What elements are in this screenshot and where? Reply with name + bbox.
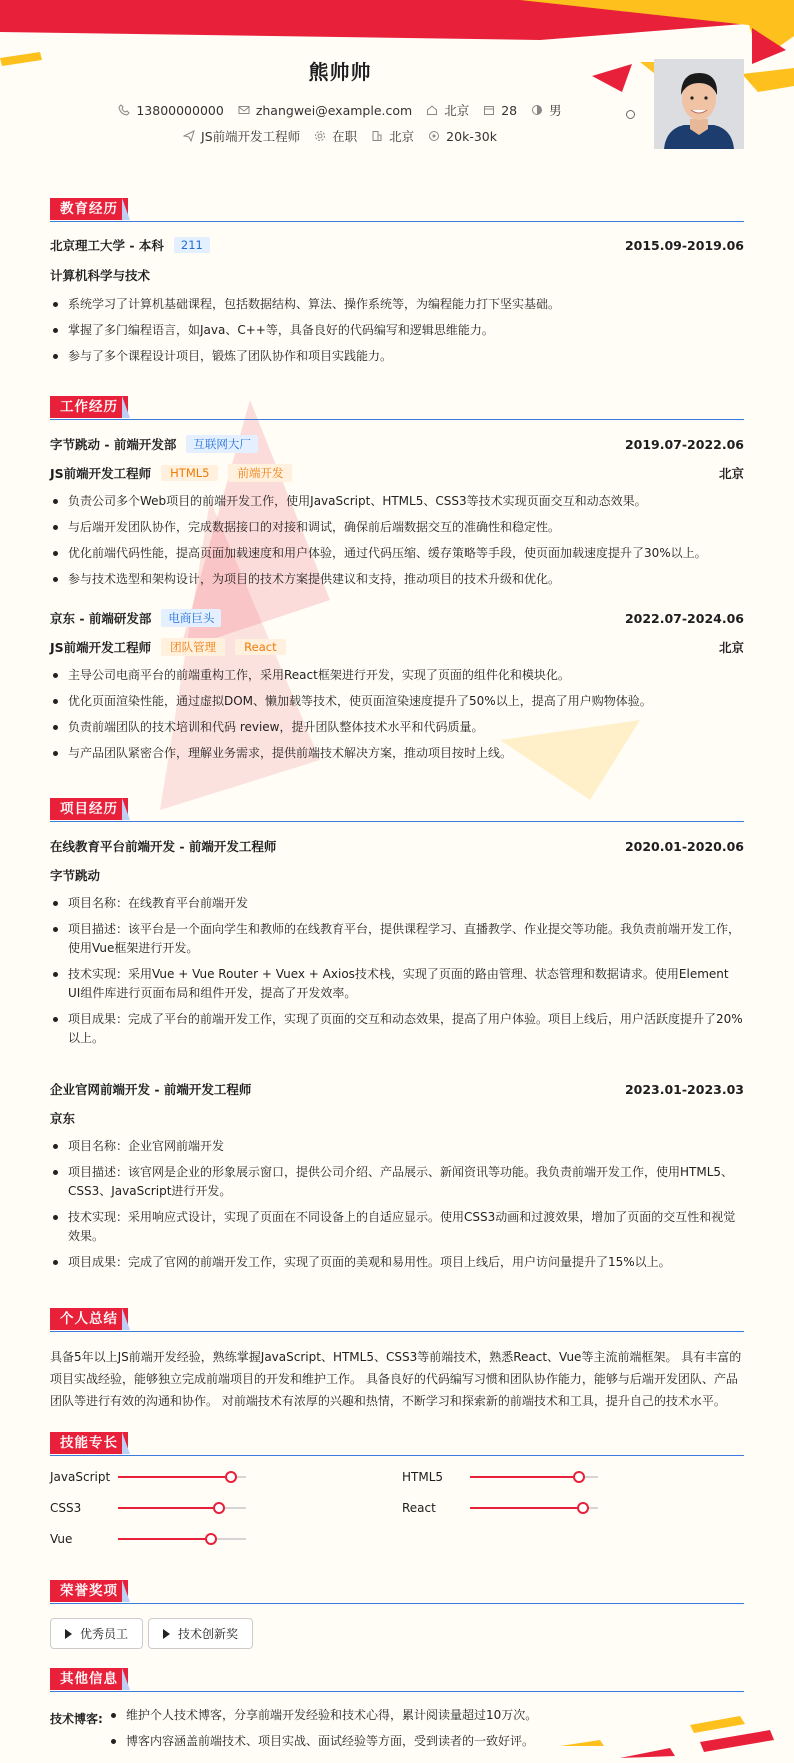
contact-row-1 [0,101,680,119]
school-name: 北京理工大学 - 本科 [50,238,164,253]
project-name: 企业官网前端开发 - 前端开发工程师 [50,1082,252,1097]
job-city: 北京 [718,640,744,655]
skill-knob [577,1502,589,1514]
list-item: 项目名称：在线教育平台前端开发 [50,894,744,913]
skill-fill [118,1476,231,1478]
section-divider [50,1691,744,1692]
skill-knob [205,1533,217,1545]
list-item: 参与技术选型和架构设计，为项目的技术方案提供建议和支持，推动项目的技术升级和优化。 [50,570,744,589]
section-divider [50,419,744,420]
list-item: 主导公司电商平台的前端重构工作，采用React框架进行开发，实现了页面的组件化和模块化。 [50,666,744,685]
decor-ring [626,110,635,119]
other-header [50,1668,744,1692]
education-section [50,198,744,368]
company-name: 京东 - 前端研发部 [50,611,152,626]
work-header [50,396,744,420]
list-item: 技术实现：采用响应式设计，实现了页面在不同设备上的自适应显示。使用CSS3动画和过渡效果，增加了页面的交互性和视觉效果。 [50,1208,744,1246]
education-date: 2015.09-2019.06 [624,237,744,253]
section-divider [50,1455,744,1456]
project-title-row [50,1080,744,1098]
education-bullets [50,295,744,373]
skill-knob [225,1471,237,1483]
salary-icon [428,130,440,142]
job-role: JS前端开发工程师 [50,640,152,655]
list-item: 系统学习了计算机基础课程，包括数据结构、算法、操作系统等，为编程能力打下坚实基础。 [50,295,744,314]
section-title: 项目经历 [50,798,128,820]
list-item: 与后端开发团队协作，完成数据接口的对接和调试，确保前后端数据交互的准确性和稳定性。 [50,518,744,537]
education-major-row [50,266,744,284]
job-city: 北京 [718,466,744,481]
list-item: 项目名称：企业官网前端开发 [50,1137,744,1156]
skill-name: Vue [50,1532,73,1546]
list-item: 博客内容涵盖前端技术、项目实战、面试经验等方面，受到读者的一致好评。 [108,1732,744,1751]
status-info: 在职 [314,127,357,145]
job-title-info: JS前端开发工程师 [183,127,300,145]
age-info: 28 [483,101,517,119]
list-item: 与产品团队紧密合作，理解业务需求，提供前端技术解决方案，推动项目按时上线。 [50,744,744,763]
skill-item [402,1501,598,1515]
contact-row-2 [0,127,680,145]
skill-name: HTML5 [402,1470,444,1484]
awards-list [50,1618,450,1650]
send-icon [183,130,195,142]
section-divider [50,221,744,222]
title-stripe [122,798,130,820]
skill-fill [470,1507,583,1509]
play-icon [65,1629,72,1639]
skill-name: JavaScript [50,1470,111,1484]
skill-name: React [402,1501,436,1515]
project-bullets [50,1137,744,1279]
project-bullets [50,894,744,1055]
skill-fill [118,1538,211,1540]
skill-track [470,1507,598,1509]
project-org: 京东 [50,1111,76,1126]
title-stripe [122,1668,130,1690]
skill-track [118,1507,246,1509]
skill-track [118,1538,246,1540]
city-info: 北京 [426,101,469,119]
section-title: 其他信息 [50,1668,128,1690]
job-role-row [50,464,744,482]
job-date: 2022.07-2024.06 [624,610,744,626]
projects-section [50,798,744,1288]
project-org-row [50,1109,744,1127]
project-name: 在线教育平台前端开发 - 前端开发工程师 [50,839,277,854]
project-org-row [50,866,744,884]
skill-item [50,1470,246,1484]
projects-header [50,798,744,822]
title-stripe [122,396,130,418]
skill-fill [470,1476,579,1478]
list-item: 掌握了多门编程语言，如Java、C++等，具备良好的代码编写和逻辑思维能力。 [50,321,744,340]
skill-knob [573,1471,585,1483]
list-item: 负责公司多个Web项目的前端开发工作，使用JavaScript、HTML5、CSS3等技术实现页面交互和动态效果。 [50,492,744,511]
list-item: 维护个人技术博客，分享前端开发经验和技术心得，累计阅读量超过10万次。 [108,1706,744,1725]
section-divider [50,1603,744,1604]
other-bullets [108,1706,744,1758]
skill-fill [118,1507,219,1509]
project-org: 字节跳动 [50,868,101,883]
skill-knob [213,1502,225,1514]
section-divider [50,1331,744,1332]
skill-item [402,1470,598,1484]
other-section [50,1668,744,1763]
skill-item [50,1532,246,1546]
home-icon [426,104,438,116]
job-company-row [50,609,744,627]
section-title: 教育经历 [50,198,128,220]
skill-tag: 前端开发 [228,464,292,482]
list-item: 项目描述：该平台是一个面向学生和教师的在线教育平台，提供课程学习、直播教学、作业提交等功能。我负责前端开发工作，使用Vue框架进行开发。 [50,920,744,958]
summary-header [50,1308,744,1332]
phone-info: 13800000000 [118,101,223,119]
project-date: 2020.01-2020.06 [624,838,744,854]
skill-name: CSS3 [50,1501,82,1515]
section-title: 荣誉奖项 [50,1580,128,1602]
list-item: 负责前端团队的技术培训和代码 review，提升团队整体技术水平和代码质量。 [50,718,744,737]
salary-info: 20k-30k [428,127,497,145]
job-bullets [50,492,744,596]
list-item: 项目成果：完成了官网的前端开发工作，实现了页面的美观和易用性。项目上线后，用户访问量提升了15%以上。 [50,1253,744,1272]
list-item: 项目成果：完成了平台的前端开发工作，实现了页面的交互和动态效果，提高了用户体验。项目上线后，用户活跃度提升了20%以上。 [50,1010,744,1048]
gear-icon [314,130,326,142]
skill-tag: HTML5 [161,465,218,481]
skill-tag: React [235,639,285,655]
section-title: 个人总结 [50,1308,128,1330]
awards-header [50,1580,744,1604]
building-icon [371,130,383,142]
company-tag: 电商巨头 [161,609,221,627]
skill-track [118,1476,246,1478]
award-item[interactable] [50,1618,143,1649]
title-stripe [122,1432,130,1454]
title-stripe [122,198,130,220]
list-item: 技术实现：采用Vue + Vue Router + Vuex + Axios技术栈，实现了页面的路由管理、状态管理和数据请求。使用Element UI组件库进行页面布局和组件开发，提高了开发效率。 [50,965,744,1003]
list-item: 优化页面渲染性能，通过虚拟DOM、懒加载等技术，使页面渲染速度提升了50%以上，提高了用户购物体验。 [50,692,744,711]
email-info: zhangwei@example.com [238,101,412,119]
list-item: 参与了多个课程设计项目，锻炼了团队协作和项目实践能力。 [50,347,744,366]
work-section [50,396,744,776]
gender-info: 男 [531,101,562,119]
section-title: 技能专长 [50,1432,128,1454]
summary-section [50,1308,744,1418]
job-date: 2019.07-2022.06 [624,436,744,452]
award-label: 优秀员工 [80,1627,129,1641]
section-divider [50,821,744,822]
award-label: 技术创新奖 [178,1627,239,1641]
company-tag: 互联网大厂 [186,435,258,453]
play-icon [163,1629,170,1639]
skill-tag: 团队管理 [161,638,225,656]
job-role-row [50,638,744,656]
title-stripe [122,1308,130,1330]
skill-item [50,1501,246,1515]
skill-track [470,1476,598,1478]
company-name: 字节跳动 - 前端开发部 [50,437,177,452]
award-item[interactable] [148,1618,253,1649]
job-role: JS前端开发工程师 [50,466,152,481]
gender-icon [531,104,543,116]
calendar-icon [483,104,495,116]
list-item: 项目描述：该官网是企业的形象展示窗口，提供公司介绍、产品展示、新闻资讯等功能。我负责前端开发工作，使用HTML5、CSS3、JavaScript进行开发。 [50,1163,744,1201]
candidate-name: 熊帅帅 [308,60,372,84]
phone-icon [118,104,130,116]
section-title: 工作经历 [50,396,128,418]
list-item: 优化前端代码性能，提高页面加载速度和用户体验，通过代码压缩、缓存策略等手段，使页面加载速度提升了30%以上。 [50,544,744,563]
job-company-row [50,435,744,453]
work-city-info: 北京 [371,127,414,145]
skills-section [50,1432,744,1562]
mail-icon [238,104,250,116]
school-tag: 211 [174,237,210,253]
other-label: 技术博客: [50,1712,103,1726]
job-bullets [50,666,744,770]
education-header [50,198,744,222]
avatar [654,59,744,149]
skills-header [50,1432,744,1456]
summary-text: 具备5年以上JS前端开发经验，熟练掌握JavaScript、HTML5、CSS3等前端技术，熟悉React、Vue等主流前端框架。 具有丰富的项目实战经验，能够独立完成前端项目的开发和维护工作。 具备良好的代码编写习惯和团队协作能力，能够与后端开发团队、产品团队等进行有效的沟通和协作。 对前端技术有浓厚的兴趣和热情，不断学习和探索新的前端技术和工具，提升自己的技术水平。 [50,1350,742,1408]
avatar-portrait [654,59,744,149]
education-school-row [50,236,744,254]
awards-section [50,1580,744,1656]
project-title-row [50,837,744,855]
major: 计算机科学与技术 [50,268,151,283]
project-date: 2023.01-2023.03 [624,1081,744,1097]
title-stripe [122,1580,130,1602]
